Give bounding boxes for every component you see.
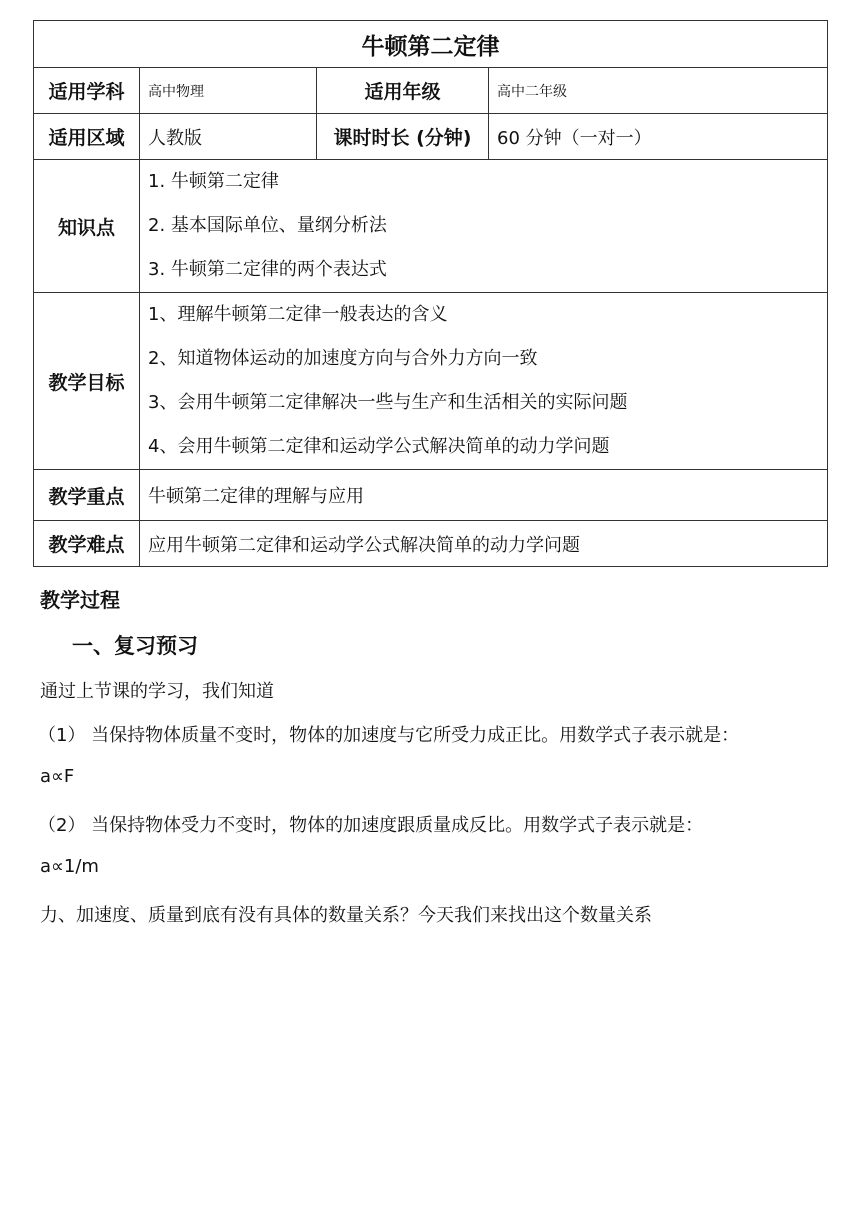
knowledge-points [140, 160, 828, 293]
section-review-heading: 一、复习预习 [72, 634, 198, 658]
duration-label: 课时时长 (分钟) [317, 114, 489, 160]
teaching-goals [140, 293, 828, 470]
goal-item: 1、理解牛顿第二定律一般表达的含义 [148, 304, 448, 325]
goal-item: 3、会用牛顿第二定律解决一些与生产和生活相关的实际问题 [148, 392, 628, 413]
subject-label: 适用学科 [34, 68, 140, 114]
difficulty-value: 应用牛顿第二定律和运动学公式解决简单的动力学问题 [140, 521, 828, 567]
knowledge-point: 2. 基本国际单位、量纲分析法 [148, 215, 387, 236]
region-label: 适用区域 [34, 114, 140, 160]
formula-2: a∝1/m [40, 856, 99, 877]
intro-text: 通过上节课的学习，我们知道 [40, 681, 274, 702]
grade-label: 适用年级 [317, 68, 489, 114]
lesson-info-table [33, 20, 828, 567]
goal-item: 4、会用牛顿第二定律和运动学公式解决简单的动力学问题 [148, 436, 610, 457]
lesson-title: 牛顿第二定律 [34, 21, 828, 68]
knowledge-label: 知识点 [34, 160, 140, 293]
difficulty-label: 教学难点 [34, 521, 140, 567]
process-heading: 教学过程 [40, 588, 120, 612]
statement-2: （2） 当保持物体受力不变时，物体的加速度跟质量成反比。用数学式子表示就是： [38, 815, 704, 836]
goal-item: 2、知道物体运动的加速度方向与合外力方向一致 [148, 348, 538, 369]
statement-1: （1） 当保持物体质量不变时，物体的加速度与它所受力成正比。用数学式子表示就是： [38, 725, 740, 746]
question-text: 力、加速度、质量到底有没有具体的数量关系？今天我们来找出这个数量关系 [40, 905, 652, 926]
subject-value: 高中物理 [140, 68, 317, 114]
focus-label: 教学重点 [34, 470, 140, 521]
region-value: 人教版 [140, 114, 317, 160]
grade-value: 高中二年级 [489, 68, 828, 114]
knowledge-point: 3. 牛顿第二定律的两个表达式 [148, 259, 387, 280]
knowledge-point: 1. 牛顿第二定律 [148, 171, 279, 192]
formula-1: a∝F [40, 766, 75, 787]
goals-label: 教学目标 [34, 293, 140, 470]
focus-value: 牛顿第二定律的理解与应用 [140, 470, 828, 521]
duration-value: 60 分钟（一对一） [489, 114, 828, 160]
